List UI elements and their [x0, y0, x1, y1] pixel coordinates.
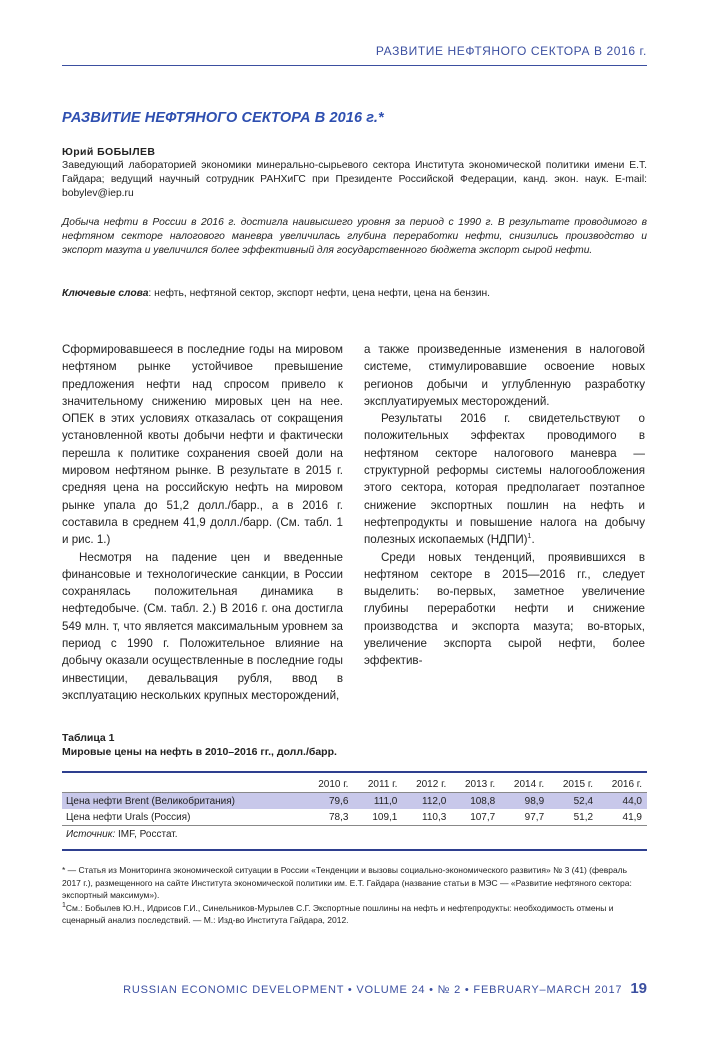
row-label: Цена нефти Brent (Великобритания)	[62, 793, 305, 810]
table-cell: 109,1	[353, 809, 402, 826]
year-header: 2012 г.	[402, 776, 451, 793]
body-paragraph-4: Среди новых тенденций, проявившихся в нефтяном секторе в 2015—2016 гг., следует выделить: во-первых, заметное увеличение глубины переработки нефти и снижение производства и экспорта мазута; во-вторых, увеличение экспорта сырой нефти, более эффектив-	[364, 550, 645, 668]
article-title: РАЗВИТИЕ НЕФТЯНОГО СЕКТОРА В 2016 г.*	[62, 110, 384, 126]
page-footer	[123, 980, 647, 997]
table-caption	[62, 731, 337, 759]
body-paragraph-2: Несмотря на падение цен и введенные финансовые и технологические санкции, в России сохранялась положительная динамика в нефтедобыче. (См. табл. 2.) В 2016 г. она достигла 549 млн. т, что является максимальным уровнем за период с 1990 г. Положительное влияние на добычу оказали осуществленные в последние годы инвестиции, девальвация рубля, ввод в эксплуатацию нескольких крупных месторождений,	[62, 550, 343, 702]
page-number: 19	[630, 980, 647, 997]
table-header-label	[62, 776, 305, 793]
table-cell: 110,3	[402, 809, 451, 826]
footnote-1-text: См.: Бобылев Ю.Н., Идрисов Г.И., Синельников-Мурылев С.Г. Экспортные пошлины на нефть и нефтепродукты: необходимость отмены и сценарный анализ последствий. — М.: Изд-во Института Гайдара, 2012.	[62, 902, 614, 925]
table-cell: 79,6	[305, 793, 354, 810]
footnote-1	[62, 902, 647, 927]
table-cell: 112,0	[402, 793, 451, 810]
year-header: 2013 г.	[451, 776, 500, 793]
author-affiliation: Заведующий лабораторией экономики минерально-сырьевого сектора Института экономической политики имени Е.Т. Гайдара; ведущий научный сотрудник РАНХиГС при Президенте Российской Федерации, канд. экон. наук. E-mail: bobylev@iep.ru	[62, 160, 647, 199]
footnotes	[62, 864, 647, 927]
table-cell: 44,0	[598, 793, 647, 810]
row-label: Цена нефти Urals (Россия)	[62, 809, 305, 826]
table-cell: 98,9	[500, 793, 549, 810]
year-header: 2014 г.	[500, 776, 549, 793]
table-cell: 108,8	[451, 793, 500, 810]
keywords-label: Ключевые слова	[62, 288, 149, 299]
table-row	[62, 793, 647, 810]
year-header: 2011 г.	[353, 776, 402, 793]
table-title: Мировые цены на нефть в 2010–2016 гг., долл./барр.	[62, 746, 337, 758]
keywords-text: : нефть, нефтяной сектор, экспорт нефти, цена нефти, цена на бензин.	[148, 288, 491, 299]
table-cell: 111,0	[353, 793, 402, 810]
body-paragraph-1: Сформировавшееся в последние годы на мировом нефтяном рынке устойчивое превышение предложения нефти над спросом привело к значительному снижению мировых цен на нее. ОПЕК в этих условиях отказалась от сокращения установленной квоты добычи нефти и фактически перешла к политике сохранения своей доли на мировом нефтяном рынке. В результате в 2015 г. средняя цена на российскую нефть на мировом рынке упала до 51,2 долл./барр., а в 2016 г. составила в среднем 41,9 долл./барр. (См. табл. 1 и рис. 1.)	[62, 343, 343, 547]
source-text: IMF, Росстат.	[115, 828, 178, 840]
body-column-left	[62, 341, 343, 704]
table-cell: 78,3	[305, 809, 354, 826]
year-header: 2016 г.	[598, 776, 647, 793]
abstract: Добыча нефти в России в 2016 г. достигла наивысшего уровня за период с 1990 г. В результате проводимого в нефтяном секторе налогового маневра увеличилась глубина переработки нефти, снизились производство и экспорт мазута и увеличился более эффективный для государственного бюджета экспорт сырой нефти.	[62, 217, 647, 257]
table-cell: 51,2	[549, 809, 598, 826]
table-header-row	[62, 776, 647, 793]
table-row	[62, 809, 647, 826]
body-paragraph-3-end: .	[531, 533, 535, 547]
keywords	[62, 288, 647, 299]
year-header: 2010 г.	[305, 776, 354, 793]
header-rule	[62, 65, 647, 66]
table-cell: 41,9	[598, 809, 647, 826]
body-paragraph-2-continued: а также произведенные изменения в налоговой системе, стимулировавшие освоение новых регионов добычи и углубленную разработку эксплуатируемых месторождений.	[364, 343, 645, 408]
table-top-rule	[62, 771, 647, 773]
oil-price-table	[62, 776, 647, 842]
source-label: Источник:	[66, 828, 116, 840]
table-bottom-rule	[62, 849, 647, 851]
footnote-star: * — Статья из Мониторинга экономической ситуации в России «Тенденции и вызовы социально-экономического развития» № 3 (41) (февраль 2017 г.), размещенного на сайте Института экономической политики им. Е.Т. Гайдара (название статьи в МЭС — «Развитие нефтяного сектора: экспортный максимум»).	[62, 865, 632, 900]
table-number: Таблица 1	[62, 732, 115, 744]
table-cell: 107,7	[451, 809, 500, 826]
body-column-right	[364, 341, 645, 670]
journal-info: RUSSIAN ECONOMIC DEVELOPMENT • VOLUME 24 • № 2 • FEBRUARY–MARCH 2017	[123, 984, 623, 996]
table-cell: 52,4	[549, 793, 598, 810]
body-paragraph-3	[364, 410, 645, 548]
running-head: РАЗВИТИЕ НЕФТЯНОГО СЕКТОРА В 2016 г.	[375, 44, 647, 58]
footnote-1-mark: 1	[62, 901, 66, 909]
table-source-row	[62, 826, 647, 843]
author-name: Юрий БОБЫЛЕВ	[62, 146, 156, 158]
table-source	[62, 826, 647, 843]
year-header: 2015 г.	[549, 776, 598, 793]
footnote-ref-1: 1	[527, 533, 532, 541]
table-cell: 97,7	[500, 809, 549, 826]
body-paragraph-3-text: Результаты 2016 г. свидетельствуют о положительных эффектах проводимого в нефтяном секторе налогового маневра — структурной реформы системы налогообложения этого сектора, которая предполагает поэтапное снижение экспортных пошлин на нефть и нефтепродукты и повышение налога на добычу полезных ископаемых (НДПИ)	[364, 412, 645, 547]
